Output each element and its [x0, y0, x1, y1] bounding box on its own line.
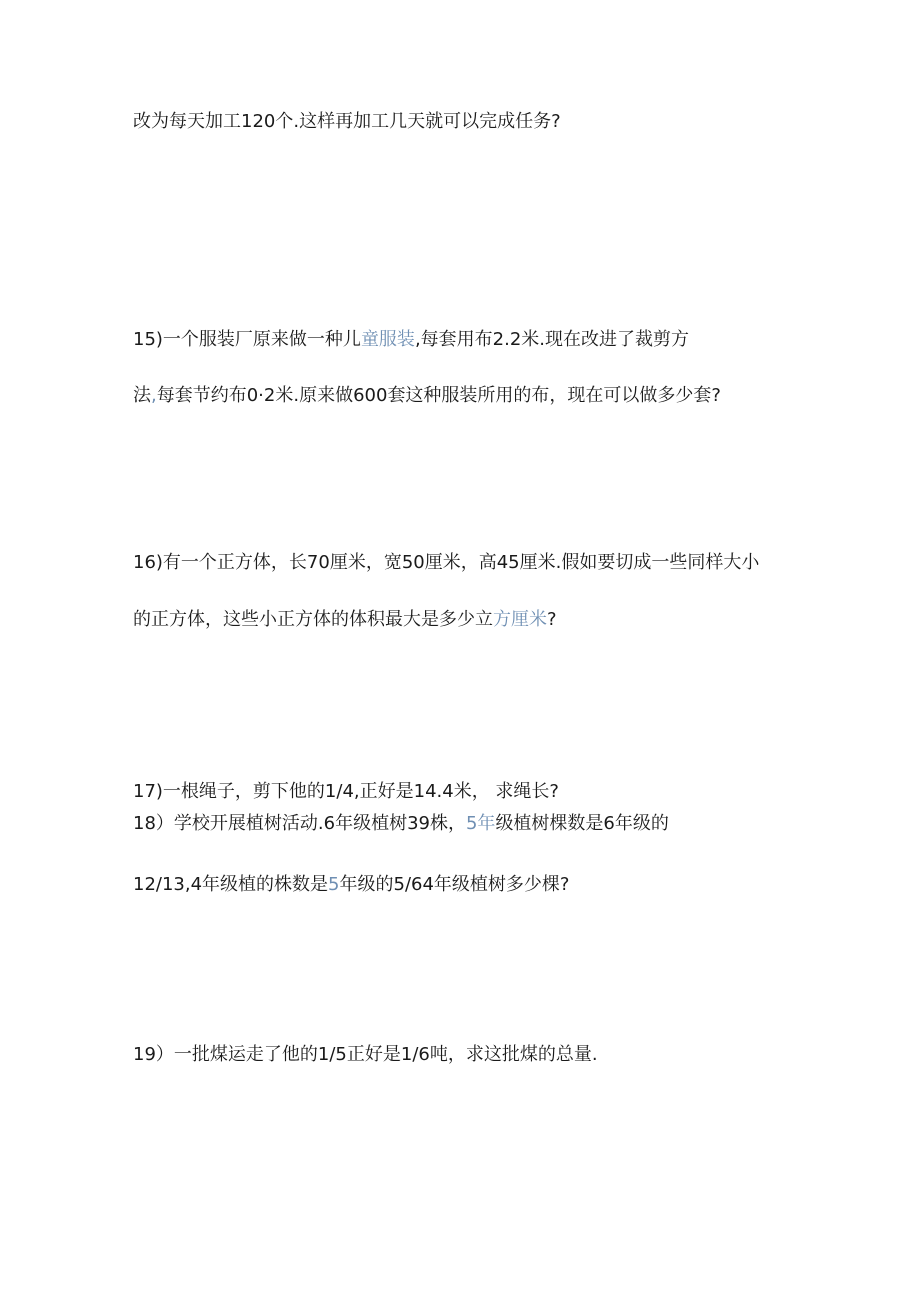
highlighted-punctuation: , [151, 385, 157, 406]
highlighted-term: 方厘米 [493, 609, 547, 630]
question-17: 17)一根绳子，剪下他的1/4,正好是14.4米， 求绳长? [133, 781, 559, 802]
highlighted-term: 童服装 [360, 329, 415, 350]
text-line-task-remainder: 改为每天加工120个.这样再加工几天就可以完成任务? [133, 111, 561, 132]
question-15-line-2: 法,每套节约布0·2米.原来做600套这种服装所用的布，现在可以做多少套? [133, 385, 721, 406]
question-18-line-2: 12/13,4年级植的株数是5年级的5/64年级植树多少棵? [133, 874, 570, 895]
question-19: 19）一批煤运走了他的1/5正好是1/6吨，求这批煤的总量. [133, 1044, 598, 1065]
question-15-line-1: 15)一个服装厂原来做一种儿童服装,每套用布2.2米.现在改进了裁剪方 [133, 329, 690, 350]
question-16-line-2: 的正方体，这些小正方体的体积最大是多少立方厘米? [133, 609, 557, 630]
highlighted-term: 5 [328, 874, 340, 895]
question-18-line-1: 18）学校开展植树活动.6年级植树39株，5年级植树棵数是6年级的 [133, 813, 669, 834]
highlighted-term: 5年 [465, 813, 496, 834]
question-16-line-1: 16)有一个正方体，长70厘米，宽50厘米，高45厘米.假如要切成一些同样大小 [133, 552, 760, 573]
